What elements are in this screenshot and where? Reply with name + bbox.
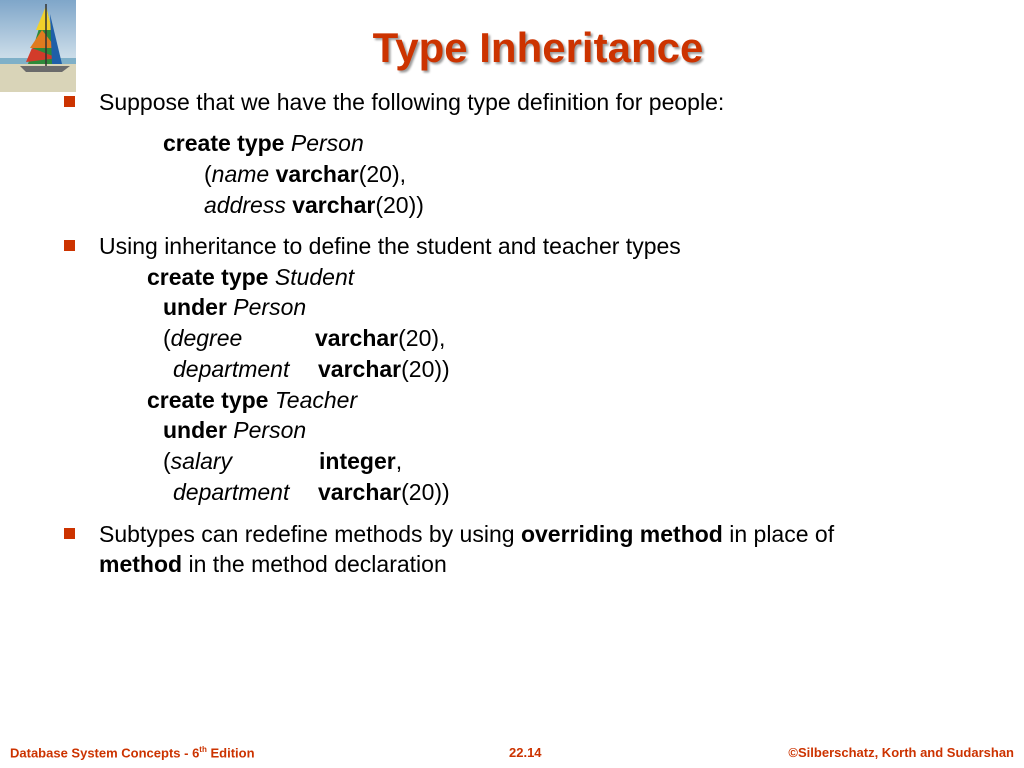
- person-def-line-2: (name varchar(20),: [204, 161, 407, 187]
- bullet-3-line-1: Subtypes can redefine methods by using overriding method in place of: [99, 521, 835, 547]
- teacher-def-line-4a: department: [173, 479, 290, 505]
- student-def-line-1: create type Student: [147, 264, 355, 290]
- student-def-line-4a: department: [173, 356, 290, 382]
- student-def-line-2: under Person: [163, 294, 307, 320]
- bullet-2-text: Using inheritance to define the student and teacher types: [99, 233, 681, 259]
- bullet-1-text: Suppose that we have the following type definition for people:: [99, 89, 725, 115]
- footer-book-title: Database System Concepts - 6th Edition: [10, 745, 255, 761]
- bullet-marker-3: [64, 528, 75, 539]
- teacher-def-line-3a: (salary: [163, 448, 233, 474]
- footer-slide-number: 22.14: [509, 745, 542, 760]
- student-def-line-3b: varchar(20),: [315, 325, 446, 351]
- person-def-line-3: address varchar(20)): [204, 192, 424, 218]
- student-def-line-3a: (degree: [163, 325, 243, 351]
- bullet-marker-2: [64, 240, 75, 251]
- slide-title: Type Inheritance: [372, 24, 704, 71]
- bullet-3-line-2: method in the method declaration: [99, 551, 447, 577]
- teacher-def-line-4b: varchar(20)): [318, 479, 450, 505]
- bullet-marker-1: [64, 96, 75, 107]
- person-def-line-1: create type Person: [163, 130, 364, 156]
- student-def-line-4b: varchar(20)): [318, 356, 450, 382]
- teacher-def-line-2: under Person: [163, 417, 307, 443]
- teacher-def-line-3b: integer,: [319, 448, 403, 474]
- teacher-def-line-1: create type Teacher: [147, 387, 358, 413]
- footer-copyright: ©Silberschatz, Korth and Sudarshan: [788, 745, 1014, 760]
